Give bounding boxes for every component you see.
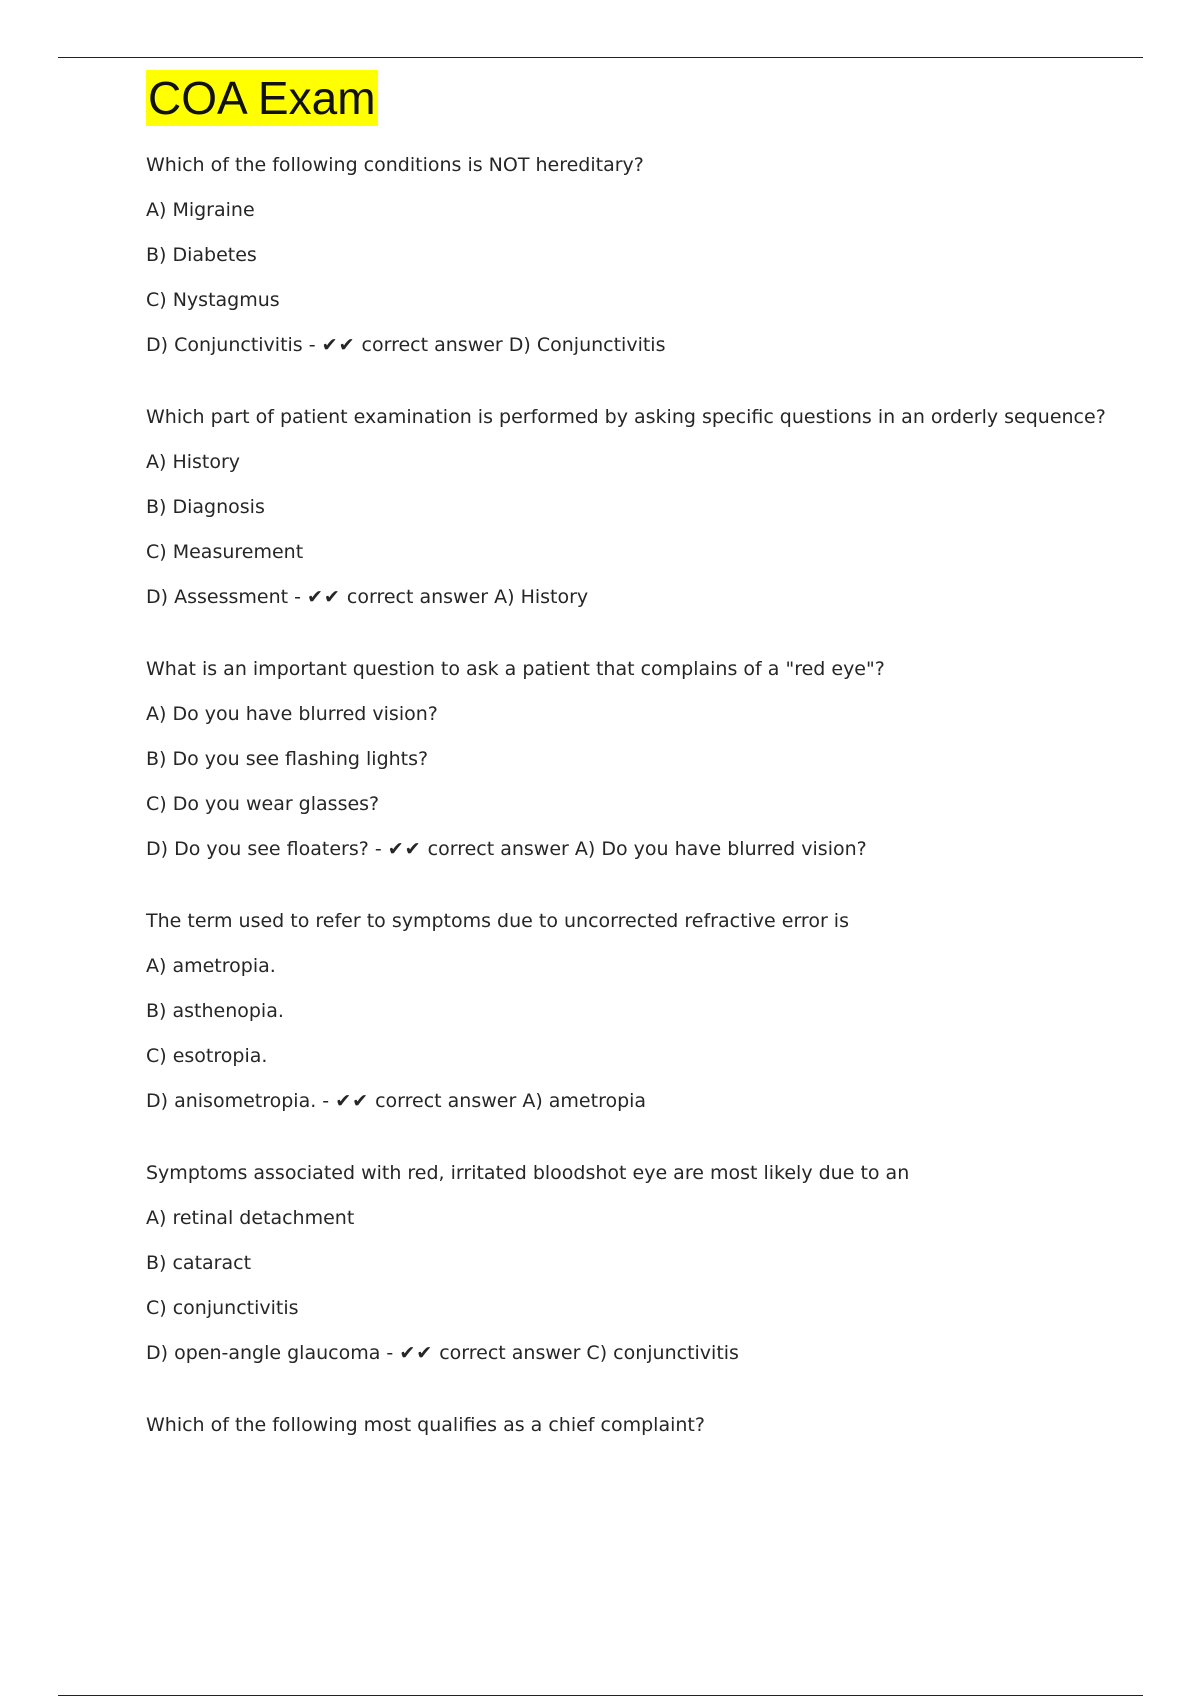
answer-option: A) History: [146, 451, 241, 473]
answer-option-last: D) anisometropia. -: [146, 1090, 330, 1112]
correct-answer: correct answer D) Conjunctivitis: [361, 334, 666, 356]
answer-option-with-answer: [146, 332, 1146, 358]
correct-answer: correct answer C) conjunctivitis: [439, 1342, 739, 1364]
answer-option: A) Do you have blurred vision?: [146, 703, 438, 725]
answer-option: C) conjunctivitis: [146, 1297, 299, 1319]
bottom-rule: [58, 1695, 1143, 1696]
answer-option: C) Measurement: [146, 541, 304, 563]
answer-option-with-answer: [146, 836, 1146, 862]
document-body: [146, 70, 1146, 1484]
question-prompt: Which of the following most qualifies as a chief complaint?: [146, 1414, 705, 1436]
question-block: [146, 1160, 1146, 1366]
answer-option: C) esotropia.: [146, 1045, 268, 1067]
question-block: [146, 152, 1146, 358]
answer-option-last: D) Conjunctivitis -: [146, 334, 316, 356]
check-mark-icon: ✔✔: [335, 1090, 370, 1112]
check-mark-icon: ✔✔: [321, 334, 356, 356]
top-rule: [58, 57, 1143, 58]
check-mark-icon: ✔✔: [387, 838, 422, 860]
question-prompt: What is an important question to ask a patient that complains of a "red eye"?: [146, 658, 885, 680]
answer-option: B) asthenopia.: [146, 1000, 284, 1022]
check-mark-icon: ✔✔: [399, 1342, 434, 1364]
answer-option: A) Migraine: [146, 199, 255, 221]
document-title: COA Exam: [148, 72, 376, 124]
answer-option: B) Diabetes: [146, 244, 257, 266]
answer-option: C) Do you wear glasses?: [146, 793, 380, 815]
question-prompt: Which part of patient examination is performed by asking specific questions in an orderly sequence?: [146, 406, 1106, 428]
answer-option: A) ametropia.: [146, 955, 276, 977]
question-prompt: The term used to refer to symptoms due to uncorrected refractive error is: [146, 910, 849, 932]
question-block: [146, 908, 1146, 1114]
answer-option-last: D) Do you see floaters? -: [146, 838, 382, 860]
question-prompt: Which of the following conditions is NOT hereditary?: [146, 154, 644, 176]
question-block: [146, 656, 1146, 862]
answer-option-last: D) Assessment -: [146, 586, 301, 608]
answer-option: B) Diagnosis: [146, 496, 265, 518]
question-block: [146, 404, 1146, 610]
correct-answer: correct answer A) Do you have blurred vision?: [427, 838, 867, 860]
answer-option-with-answer: [146, 1088, 1146, 1114]
answer-option: A) retinal detachment: [146, 1207, 355, 1229]
answer-option-last: D) open-angle glaucoma -: [146, 1342, 394, 1364]
answer-option-with-answer: [146, 584, 1146, 610]
answer-option: C) Nystagmus: [146, 289, 280, 311]
check-mark-icon: ✔✔: [307, 586, 341, 608]
question-block: [146, 1412, 1146, 1438]
answer-option: B) cataract: [146, 1252, 252, 1274]
correct-answer: correct answer A) History: [346, 586, 589, 608]
question-prompt: Symptoms associated with red, irritated bloodshot eye are most likely due to an: [146, 1162, 910, 1184]
correct-answer: correct answer A) ametropia: [375, 1090, 647, 1112]
answer-option: B) Do you see flashing lights?: [146, 748, 429, 770]
answer-option-with-answer: [146, 1340, 1146, 1366]
